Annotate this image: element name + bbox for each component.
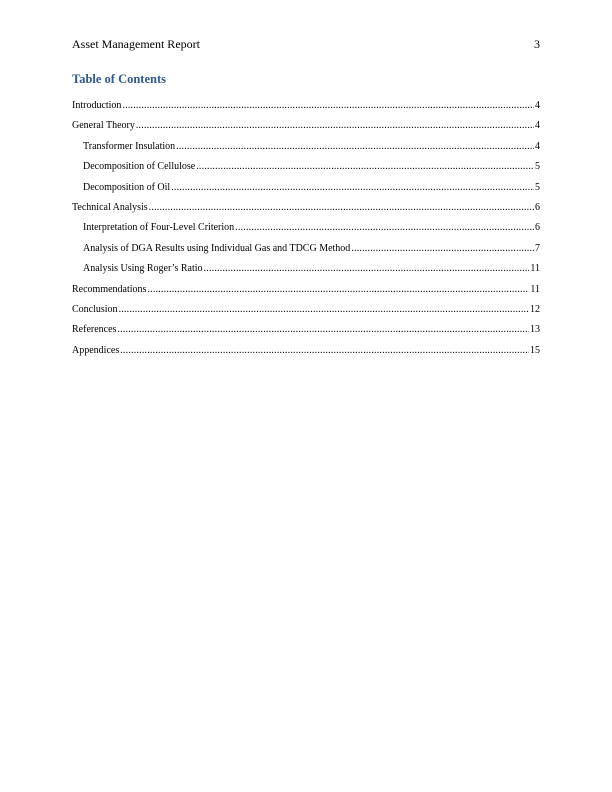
toc-entry-page: 4 [535, 100, 540, 111]
toc-entry-transformer-insulation[interactable] [72, 141, 540, 161]
toc-entry-page: 11 [530, 263, 540, 275]
toc-entry-title: Interpretation of Four-Level Criterion [83, 222, 235, 234]
toc-entry-title: Conclusion [72, 303, 118, 315]
toc-entry-technical-analysis[interactable] [72, 202, 540, 222]
toc-entry-title: Decomposition of Oil [83, 181, 171, 193]
toc-entry-title: References [72, 324, 117, 336]
toc-entry-page: 4 [535, 140, 540, 152]
dot-leader [204, 263, 530, 275]
dot-leader [235, 222, 534, 234]
toc-entry-title: Analysis of DGA Results using Individual Gas and TDCG Method [83, 242, 351, 254]
dot-leader [120, 345, 529, 357]
page-header [72, 36, 540, 52]
dot-leader [176, 141, 534, 153]
dot-leader [119, 304, 529, 316]
running-head: Asset Management Report [72, 37, 200, 51]
toc-entry-title: Introduction [72, 100, 122, 111]
dot-leader [196, 161, 534, 173]
toc-entry-decomposition-of-oil[interactable] [72, 182, 540, 202]
toc-heading: Table of Contents [72, 72, 166, 86]
toc-entry-references[interactable] [72, 324, 540, 344]
dot-leader [171, 182, 534, 194]
table-of-contents [72, 100, 540, 365]
toc-entry-page: 5 [535, 161, 540, 173]
dot-leader [136, 120, 534, 132]
dot-leader [122, 100, 534, 112]
toc-entry-page: 12 [530, 303, 540, 315]
toc-entry-recommendations[interactable] [72, 284, 540, 304]
dot-leader [351, 243, 534, 255]
toc-entry-title: Analysis Using Roger’s Ratio [83, 263, 203, 275]
toc-entry-four-level-criterion[interactable] [72, 222, 540, 242]
page-number: 3 [534, 37, 540, 51]
toc-entry-page: 7 [535, 242, 540, 254]
toc-entry-page: 5 [535, 181, 540, 193]
toc-entry-page: 6 [535, 201, 540, 213]
toc-entry-page: 15 [530, 344, 540, 356]
toc-entry-page: 13 [530, 324, 540, 336]
toc-entry-appendices[interactable] [72, 345, 540, 365]
toc-entry-title: Decomposition of Cellulose [83, 161, 196, 173]
toc-entry-title: Recommendations [72, 283, 147, 295]
dot-leader [149, 202, 534, 214]
toc-entry-page: 11 [530, 283, 540, 295]
toc-entry-introduction[interactable] [72, 100, 540, 120]
toc-entry-page: 4 [535, 120, 540, 132]
toc-entry-rogers-ratio[interactable] [72, 263, 540, 283]
toc-entry-general-theory[interactable] [72, 120, 540, 140]
toc-entry-title: Transformer Insulation [83, 140, 176, 152]
toc-entry-conclusion[interactable] [72, 304, 540, 324]
toc-entry-title: Appendices [72, 344, 120, 356]
dot-leader [147, 284, 529, 296]
toc-entry-page: 6 [535, 222, 540, 234]
toc-entry-dga-results[interactable] [72, 243, 540, 263]
dot-leader [117, 324, 529, 336]
toc-entry-title: General Theory [72, 120, 135, 132]
toc-entry-decomposition-of-cellulose[interactable] [72, 161, 540, 181]
toc-entry-title: Technical Analysis [72, 201, 148, 213]
